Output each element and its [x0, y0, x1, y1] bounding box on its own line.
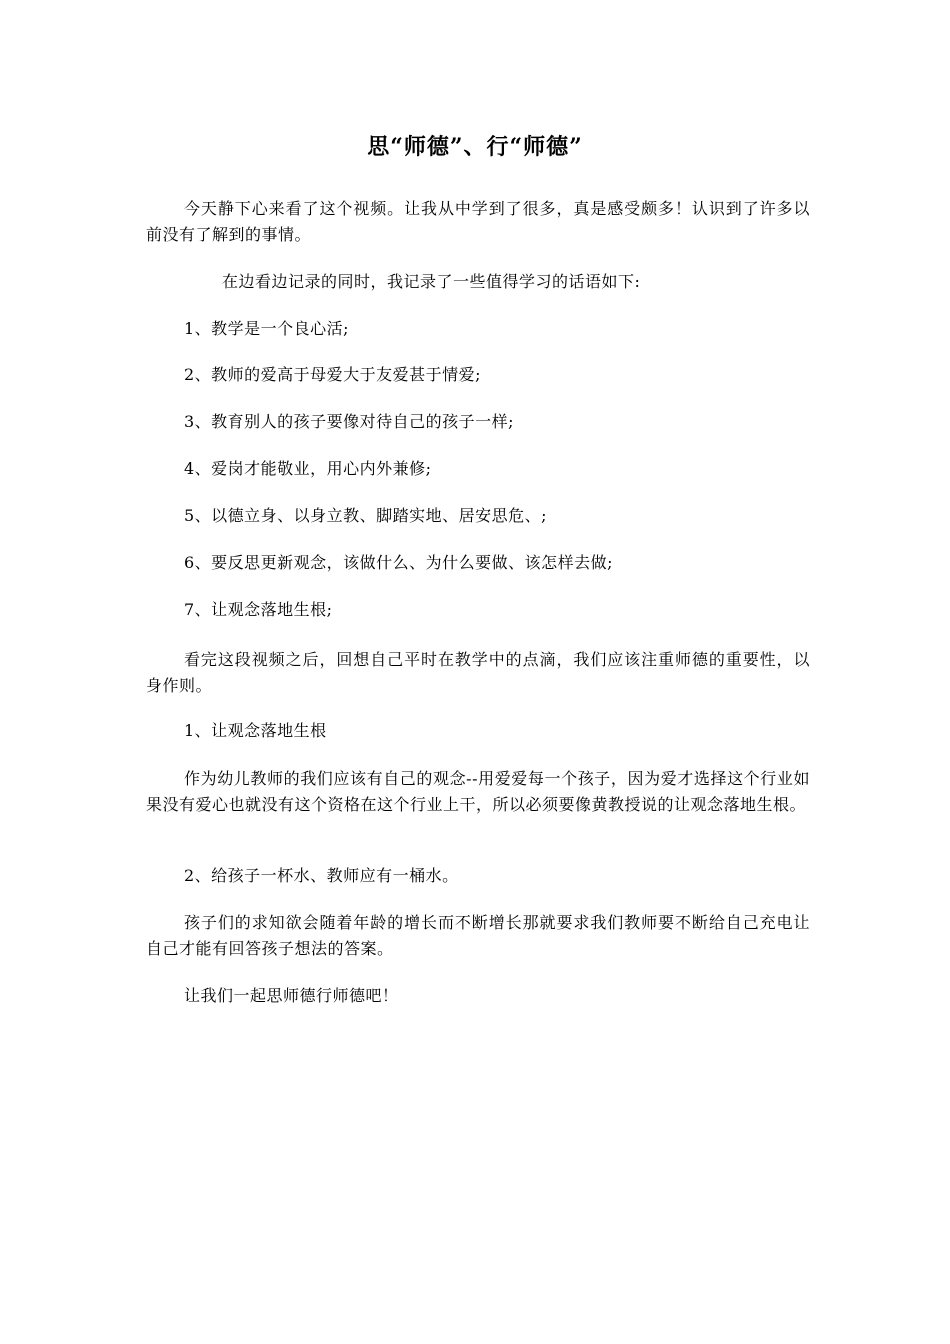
- section-2-body: 孩子们的求知欲会随着年龄的增长而不断增长那就要求我们教师要不断给自己充电让自己才能有回答孩子想法的答案。: [146, 913, 810, 958]
- intro-paragraph: 今天静下心来看了这个视频。让我从中学到了很多，真是感受颇多！认识到了许多以前没有了解到的事情。: [146, 199, 810, 244]
- closing-paragraph: 让我们一起思师德行师德吧！: [184, 986, 399, 1005]
- list-item-1: 1、教学是一个良心活;: [184, 319, 350, 338]
- list-item-2: 2、教师的爱高于母爱大于友爱甚于情爱;: [184, 365, 482, 384]
- section-heading-1: 1、让观念落地生根: [184, 721, 327, 740]
- list-item-4: 4、爱岗才能敬业，用心内外兼修;: [184, 459, 432, 478]
- document-title: 思“师德”、行“师德”: [367, 134, 583, 160]
- section-1-body: 作为幼儿教师的我们应该有自己的观念--用爱爱每一个孩子，因为爱才选择这个行业如果没有爱心也就没有这个资格在这个行业上干，所以必须要像黄教授说的让观念落地生根。: [146, 769, 810, 814]
- notes-intro-paragraph: 在边看边记录的同时，我记录了一些值得学习的话语如下:: [222, 272, 641, 291]
- list-item-6: 6、要反思更新观念，该做什么、为什么要做、该怎样去做;: [184, 553, 614, 572]
- list-item-3: 3、教育别人的孩子要像对待自己的孩子一样;: [184, 412, 515, 431]
- reflection-paragraph: 看完这段视频之后，回想自己平时在教学中的点滴，我们应该注重师德的重要性，以身作则。: [146, 650, 810, 695]
- list-item-7: 7、让观念落地生根;: [184, 600, 333, 619]
- list-item-5: 5、以德立身、以身立教、脚踏实地、居安思危、;: [184, 506, 548, 525]
- section-heading-2: 2、给孩子一杯水、教师应有一桶水。: [184, 866, 459, 885]
